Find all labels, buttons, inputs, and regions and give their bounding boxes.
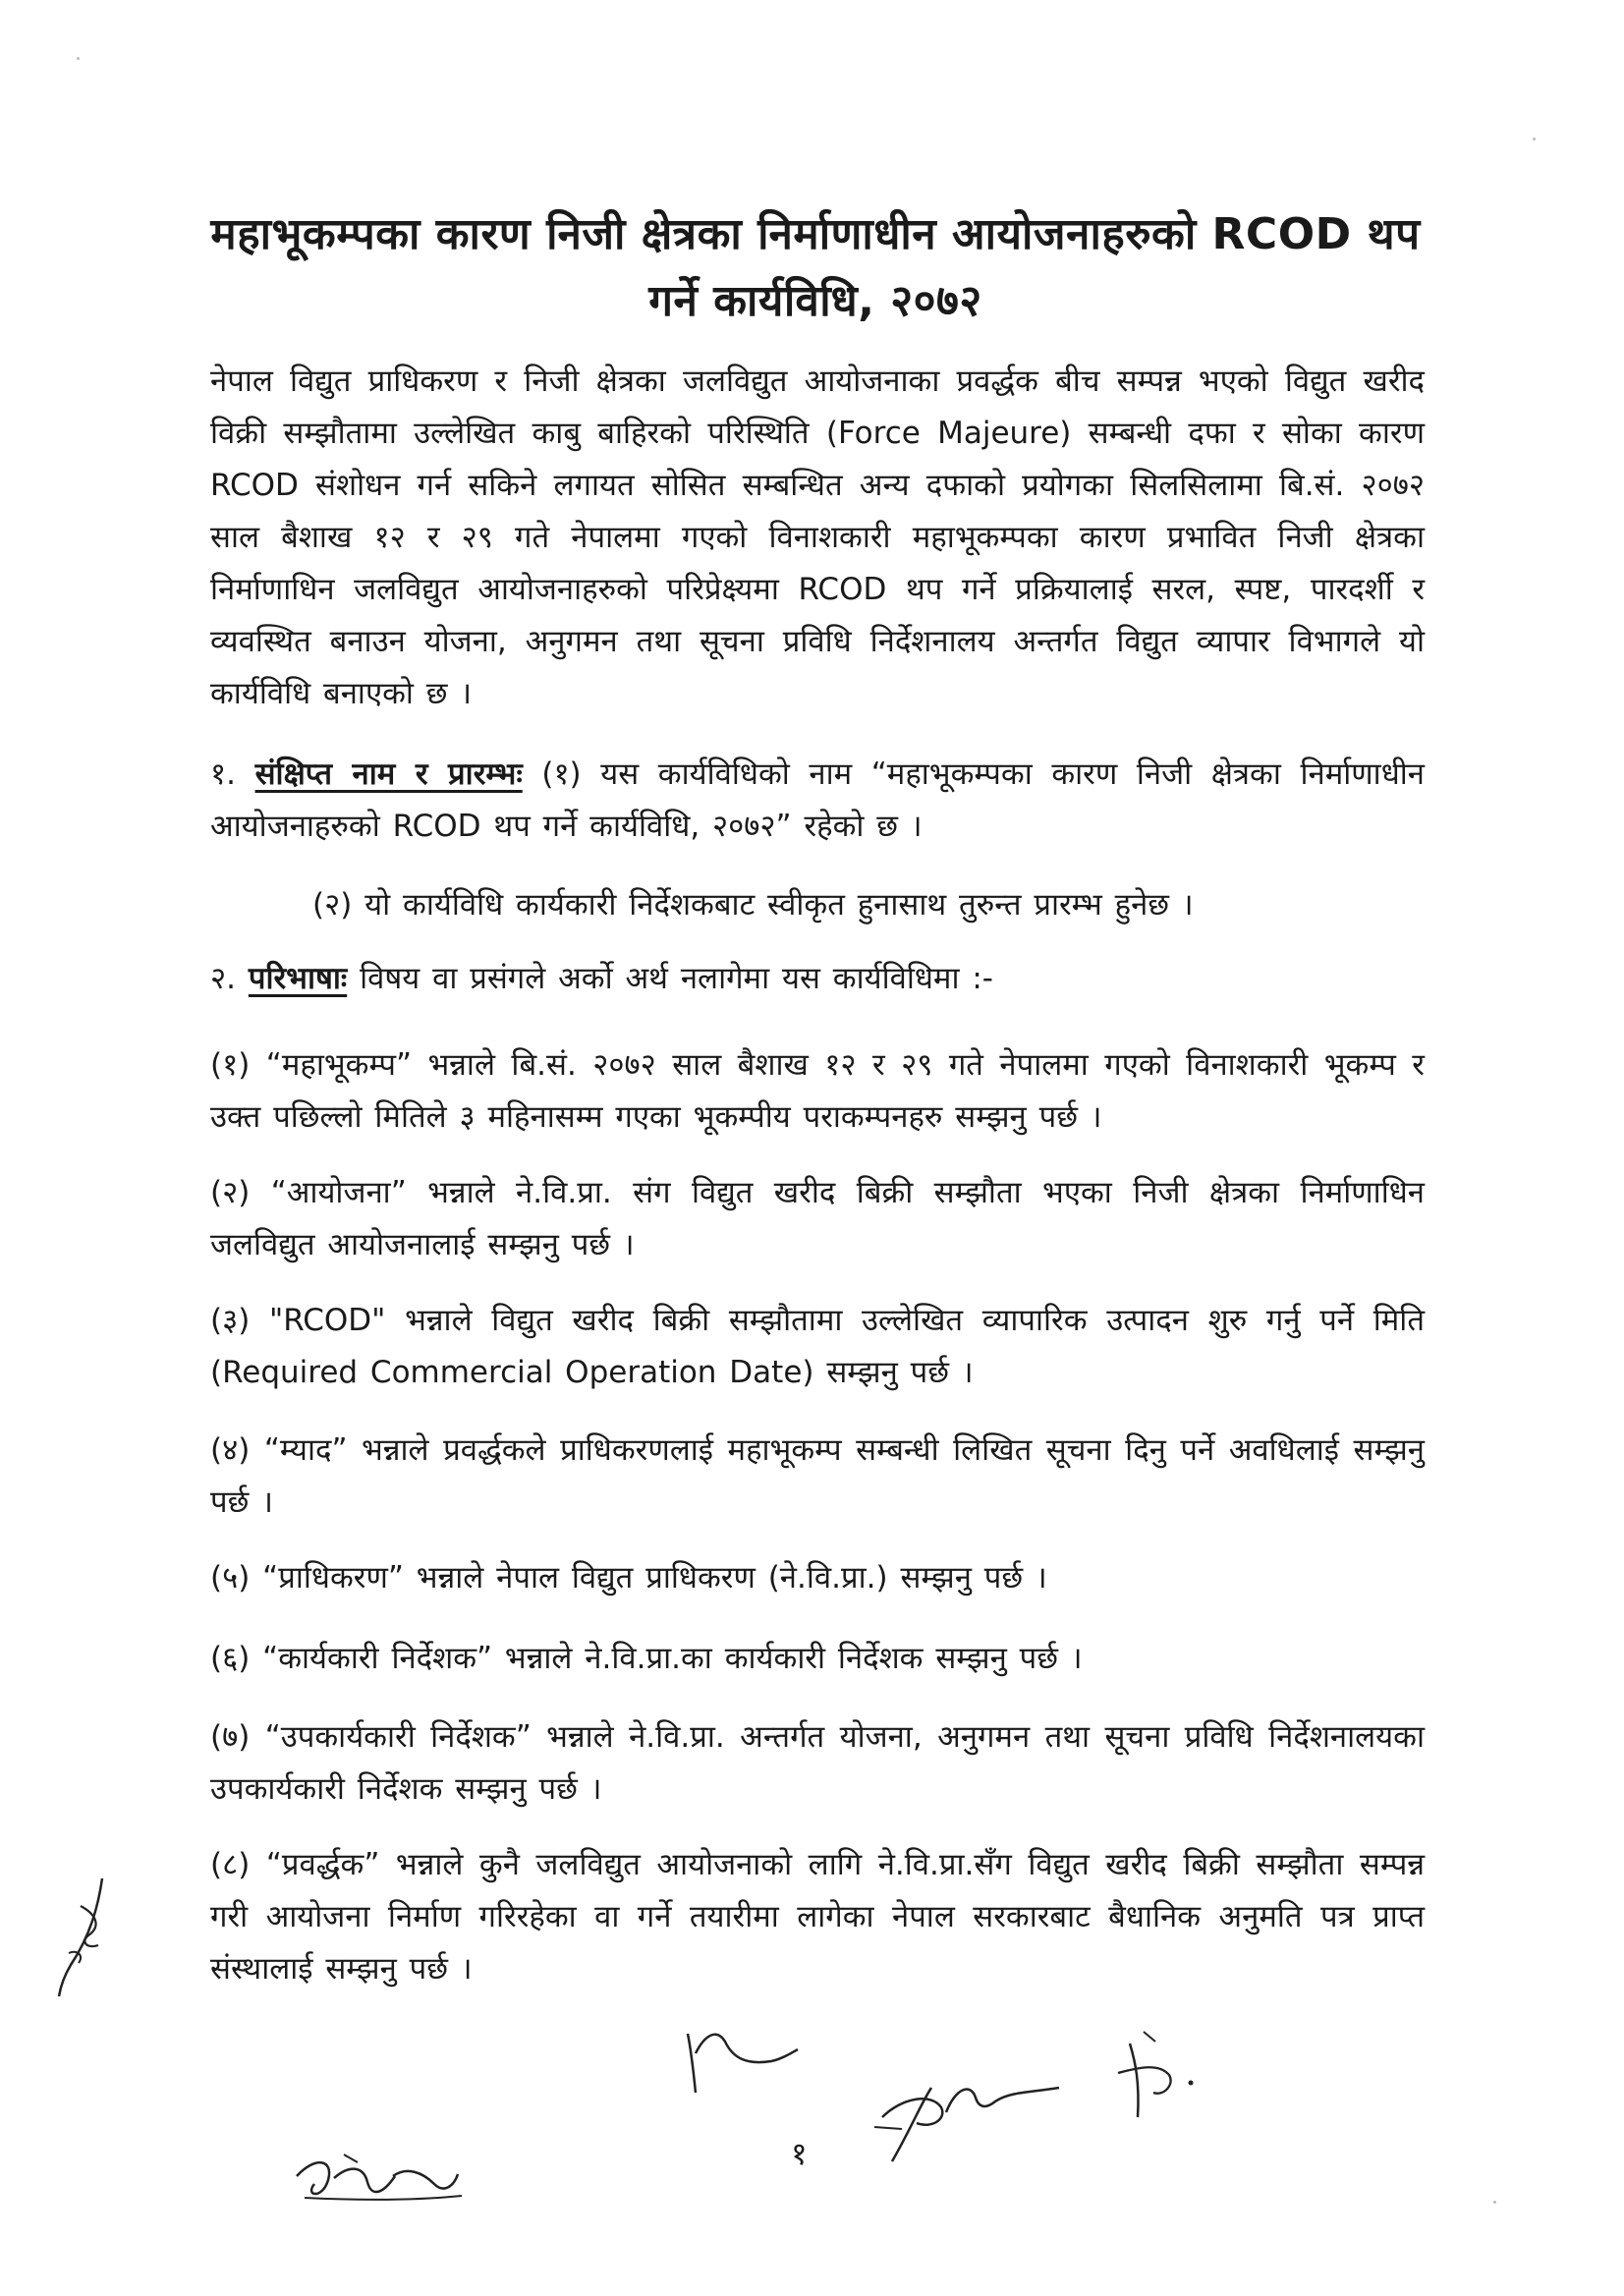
intro-paragraph: नेपाल विद्युत प्राधिकरण र निजी क्षेत्रका जलविद्युत आयोजनाका प्रवर्द्धक बीच सम्पन्न भएको विद्युत खरीद विक्री सम्झौतामा उल्लेखित काबु बाहिरको परिस्थिति (Force Majeure) सम्बन्धी दफा र सोका कारण RCOD संशोधन गर्न सकिने लगायत सोसित सम्बन्धित अन्य दफाको प्रयोगका सिलसिलामा बि.सं. २०७२ साल बैशाख १२ र २९ गते नेपालमा गएको विनाशकारी महाभूकम्पका कारण प्रभावित निजी क्षेत्रका निर्माणाधिन जलविद्युत आयोजनाहरुको परिप्रेक्ष्यमा RCOD थप गर्ने प्रक्रियालाई सरल, स्पष्ट, पारदर्शी र व्यवस्थित बनाउन योजना, अनुगमन तथा सूचना प्रविधि निर्देशनालय अन्तर्गत विद्युत व्यापार विभागले यो कार्यविधि बनाएको छ । [210, 364, 1425, 711]
margin-initial-signature [41, 1867, 130, 2004]
signature-4 [285, 2137, 472, 2225]
definition-5: (५) “प्राधिकरण” भन्नाले नेपाल विद्युत प्राधिकरण (ने.वि.प्रा.) सम्झनु पर्छ । [210, 1560, 1047, 1596]
title-line-2: गर्ने कार्यविधि, २०७२ [648, 276, 982, 326]
scan-speck [1533, 138, 1536, 140]
definition-2: (२) “आयोजना” भन्नाले ने.वि.प्रा. संग विद्युत खरीद बिक्री सम्झौता भएका निजी क्षेत्रका निर्माणाधिन जलविद्युत आयोजनालाई सम्झनु पर्छ । [210, 1175, 1425, 1262]
section-1-text: (१) यस कार्यविधिको नाम “महाभूकम्पका कारण निजी क्षेत्रका निर्माणाधीन आयोजनाहरुको RCOD थप गर्ने कार्यविधि, २०७२” रहेको छ । [210, 756, 1426, 844]
document-title [196, 201, 1434, 335]
signature-1 [678, 2014, 806, 2102]
definition-1: (१) “महाभूकम्प” भन्नाले बि.सं. २०७२ साल बैशाख १२ र २९ गते नेपालमा गएको विनाशकारी भूकम्प र उक्त पछिल्लो मितिले ३ महिनासम्म गएका भूकम्पीय पराकम्पनहरु सम्झनु पर्छ । [210, 1047, 1425, 1135]
scan-speck [1493, 2201, 1496, 2204]
definition-7: (७) “उपकार्यकारी निर्देशक” भन्नाले ने.वि.प्रा. अन्तर्गत योजना, अनुगमन तथा सूचना प्रविधि निर्देशनालयका उपकार्यकारी निर्देशक सम्झनु पर्छ । [210, 1719, 1425, 1807]
section-1-clause-2: (२) यो कार्यविधि कार्यकारी निर्देशकबाट स्वीकृत हुनासाथ तुरुन्त प्रारम्भ हुनेछ । [312, 887, 1194, 923]
section-1-heading: संक्षिप्त नाम र प्रारम्भः [254, 756, 523, 792]
definition-8: (८) “प्रवर्द्धक” भन्नाले कुनै जलविद्युत आयोजनाको लागि ने.वि.प्रा.सँग विद्युत खरीद बिक्री सम्झौता सम्पन्न गरी आयोजना निर्माण गरिरहेका वा गर्ने तयारीमा लागेका नेपाल सरकारबाट बैधानिक अनुमति पत्र प्राप्त संस्थालाई सम्झनु पर्छ । [210, 1847, 1425, 1987]
scan-speck [77, 57, 80, 60]
section-2-number: २. [210, 961, 236, 996]
definition-3: (३) "RCOD" भन्नाले विद्युत खरीद बिक्री सम्झौतामा उल्लेखित व्यापारिक उत्पादन शुरु गर्नु पर्ने मिति (Required Commercial Operation Date) सम्झनु पर्छ । [210, 1303, 1425, 1390]
signature-3 [1110, 2024, 1218, 2132]
section-1-number: १. [210, 756, 236, 792]
definition-6: (६) “कार्यकारी निर्देशक” भन्नाले ने.वि.प्रा.का कार्यकारी निर्देशक सम्झनु पर्छ । [210, 1641, 1083, 1676]
section-2-heading: परिभाषाः [248, 961, 348, 996]
section-2-text: विषय वा प्रसंगले अर्को अर्थ नलागेमा यस कार्यविधिमा :- [360, 961, 993, 996]
section-1 [210, 749, 1425, 853]
section-2 [210, 953, 1425, 1005]
definition-4: (४) “म्याद” भन्नाले प्रवर्द्धकले प्राधिकरणलाई महाभूकम्प सम्बन्धी लिखित सूचना दिनु पर्ने अवधिलाई सम्झनु पर्छ । [210, 1432, 1425, 1520]
page-number: १ [791, 2135, 808, 2172]
signature-2 [863, 2058, 1089, 2176]
title-line-1: महाभूकम्पका कारण निजी क्षेत्रका निर्माणाधीन आयोजनाहरुको RCOD थप [210, 209, 1421, 259]
